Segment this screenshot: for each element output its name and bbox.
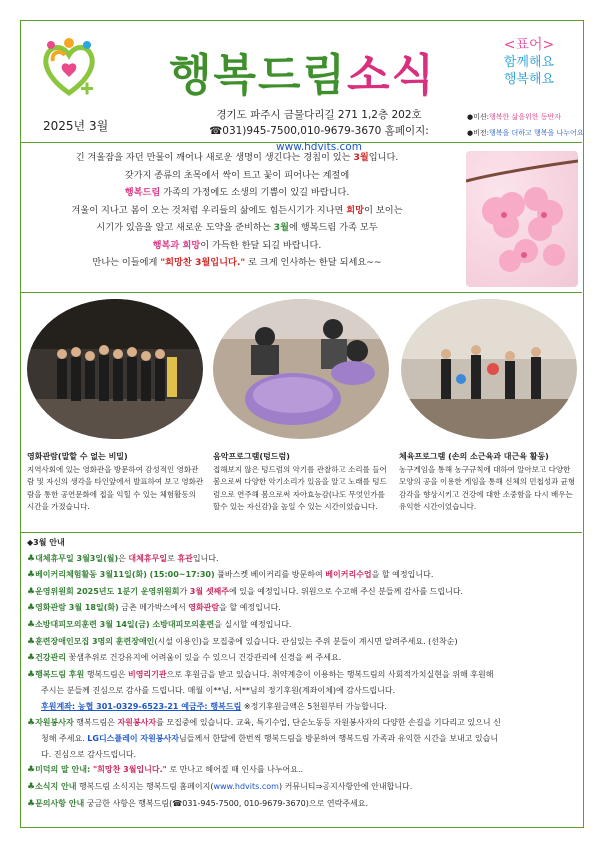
program-music <box>213 451 389 514</box>
program-movie <box>27 451 205 514</box>
title-part-2: 소식 <box>347 50 437 101</box>
donation-notice: ♣행복드림 후원 행복드림은 비영리기관으로 후원금을 받고 있습니다. 취약계층이 이용하는 행복드림의 사회적가치실현을 위해 후원해 <box>27 669 494 680</box>
program-body: 농구게임을 통해 농구규칙에 대하여 알아보고 다양한 모양의 공을 이용한 게임을 통해 신체의 민첩성과 균형감각을 향상시키고 건강에 대한 소중함을 다시 배우는 유익한 시간이었습니다. <box>399 464 576 511</box>
vision-label: ●비전: <box>467 129 489 137</box>
greeting-notice: ♣미덕의 말 안내: "희망찬 3월입니다." 로 만나고 헤어질 때 인사를 나누어요.. <box>27 765 304 776</box>
program-title: 음악프로그램(텅드럼) <box>213 452 290 461</box>
activity-photos <box>21 295 582 445</box>
address: 경기도 파주시 금물다리길 271 1,2층 202호 <box>216 109 422 121</box>
volunteer-thanks: 다. 진심으로 감사드립니다. <box>41 749 137 759</box>
mission-label: ●미션: <box>467 113 489 121</box>
cherry-blossom-image <box>466 151 578 287</box>
slogan-line-1: 함께해요 <box>503 55 555 70</box>
mission <box>467 109 584 125</box>
notice-item: ♣소방대피모의훈련 3월 14일(금) 소방대피모의훈련을 실시할 예정입니다. <box>27 619 292 630</box>
newsletter-page <box>20 20 584 828</box>
title-part-1: 행복드림 <box>169 50 348 101</box>
program-descriptions <box>21 445 582 533</box>
issue-date: 2025년 3월 <box>43 119 109 133</box>
homepage-link[interactable]: www.hdvits.com <box>213 781 279 791</box>
vision <box>467 125 584 141</box>
notice-heading: ◆3월 안내 <box>27 538 65 547</box>
intro-section <box>21 145 582 293</box>
donation-account: 후원계좌: 농협 301-0329-6523-21 예금주: 행복드림 ※정기후원금액은 5천원부터 가능합니다. <box>41 701 387 711</box>
march-notice <box>27 535 579 812</box>
newsletter-notice: ♣소식지 안내 행복드림 소식지는 행복드림 홈페이지(www.hdvits.com) 커뮤니티⇒공지사항안에 안내합니다. <box>27 781 413 792</box>
program-sports <box>399 451 577 514</box>
phone: ☎031)945-7500,010-9679-3670 홈페이지: <box>209 125 429 137</box>
vision-text: 행복을 더하고 행복을 나누어요 <box>489 129 584 137</box>
intro-text: 긴 겨울잠을 자던 만물이 깨어나 새로운 생명이 생긴다는 경칩이 있는 3월입니다. 갖가지 종류의 초목에서 싹이 트고 꽃이 피어나는 계절에 행복드림 가족의 가정에도 소생의 기쁨이 있길 바랍니다. 겨울이 지나고 봄이 오는 것처럼 우리들의 삶에도 힘든시기가 지나면 희망이 보이는 시기가 있음을 알고 새로운 도약을 준비하는 3월에 행복드림 가족 모두 행복과 희망이 가득한 한달 되길 바랍니다. 만나는 이들에게 "희망찬 3월입니다." 로 크게 인사하는 한달 되세요~~ <box>71 152 403 268</box>
notice-item: ♣운영위원회 2025년도 1분기 운영위원회가 3월 셋째주에 있을 예정입니다. 위원으로 수고해 주신 분들께 감사를 드립니다. <box>27 586 464 597</box>
donation-thanks: 주시는 분들께 진심으로 감사를 드립니다. 매월 이**님, 서**님의 정기후원(계좌이체)에 감사드립니다. <box>41 686 396 696</box>
movie-group-photo <box>27 299 203 439</box>
program-title: 체육프로그램 (손의 소근육과 대근육 활동) <box>399 452 549 461</box>
happy-dream-logo-icon <box>39 35 99 103</box>
volunteer-notice: ♣자원봉사자 행복드림은 자원봉사자를 모집중에 있습니다. 교육, 특기수업, 단순노동등 자원봉사자의 다양한 손길을 기다리고 있으니 신 <box>27 717 501 728</box>
slogan-heading: <표어> <box>503 37 555 53</box>
notice-item: ♣베이커리체험활동 3월11일(화) (15:00~17:30) 풀바스켓 베이커리를 방문하여 베이커리수업을 할 예정입니다. <box>27 570 434 581</box>
tongue-drum-photo <box>213 299 389 439</box>
mission-text: 행복한 삶을위한 동반자 <box>489 113 562 121</box>
volunteer-notice-cont: 청해 주세요. LG디스플레이 자원봉사자님들께서 한달에 한번씩 행복드림을 방문하여 행복드림 가족과 유익한 시간을 보내고 있습니 <box>41 734 499 744</box>
notice-item: ♣대체휴무일 3월3일(월)은 대체휴무일로 휴관입니다. <box>27 553 219 564</box>
homepage-link[interactable]: www.hdvits.com <box>276 141 362 153</box>
mission-vision <box>467 109 584 141</box>
slogan-line-2: 행복해요 <box>503 72 555 87</box>
program-title: 영화관람(말할 수 없는 비밀) <box>27 452 128 461</box>
header <box>21 21 584 153</box>
slogan-box <box>486 37 572 88</box>
notice-item: ♣영화관람 3월 18일(화) 금촌 메가박스에서 영화관람을 할 예정입니다. <box>27 603 281 614</box>
program-body: 지역사회에 있는 영화관을 방문하여 감성적인 영화관람 및 자신의 생각을 타인앞에서 발표하여 보고 영화관람을 통한 공연문화에 접을 익힐 수 있는 체험활동의 시간을 가졌습니다. <box>27 464 204 511</box>
newsletter-title <box>169 39 436 103</box>
notice-item: ♣건강관리 꽃샘추위로 건강유지에 어려움이 있을 수 있으니 건강관리에 신경을 써 주세요. <box>27 653 342 664</box>
inquiry-notice: ♣문의사항 안내 궁금한 사항은 행복드림(☎031-945-7500, 010-9679-3670)으로 연락주세요. <box>27 798 369 809</box>
program-body: 접해보지 않은 텅드럼의 악기를 관찰하고 소리를 들어봄으로써 다양한 악기소리가 있음을 알고 노래를 텅드럼으로 연주해 봄으로써 자아효능감(나도 무엇인가를 할수 있는 자신감)을 높일 수 있는 시간이었습니다. <box>213 464 387 511</box>
notice-item: ♣훈련장애인모집 3명의 훈련장애인(시설 이용인)을 모집중에 있습니다. 관심있는 주위 분들이 계시면 알려주세요. (선착순) <box>27 636 458 647</box>
sports-program-photo <box>401 299 577 439</box>
